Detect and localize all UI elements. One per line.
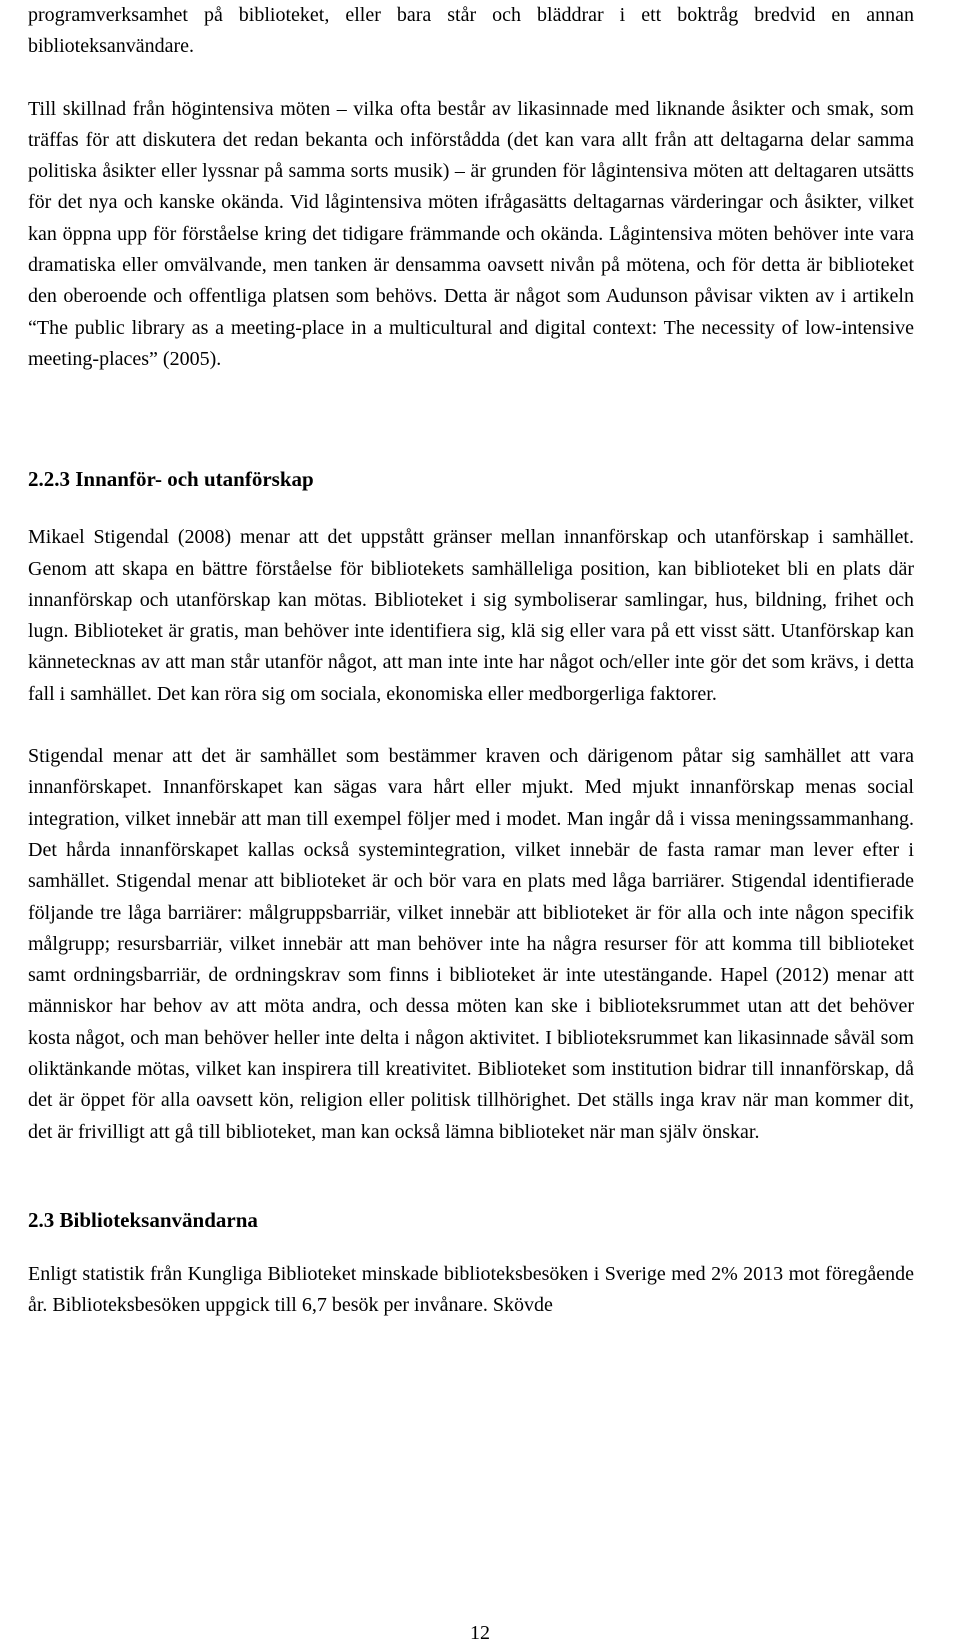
paragraph-library-statistics: Enligt statistik från Kungliga Biblioteket minskade biblioteksbesöken i Sverige med 2% 2013 mot föregående år. Biblioteksbesöken uppgick till 6,7 besök per invånare. Skövde <box>28 1262 914 1317</box>
spacer <box>28 375 914 464</box>
paragraph-intro-continued: programverksamhet på biblioteket, eller bara står och bläddrar i ett boktråg bredvid en annan biblioteksanvändare. <box>28 4 914 58</box>
paragraph-low-intensive-meetings: Till skillnad från högintensiva möten – vilka ofta består av likasinnade med liknande åsikter och smak, som träffas för att diskutera det redan bekanta och införstådda (det kan vara allt från att deltagarna delar samma politiska åsikter eller lyssnar på samma sorts musik) – är grunden för lågintensiva möten att deltagaren utsätts för det nya och kanske okända. Vid lågintensiva möten ifrågasätts deltagarnas värderingar och åsikter, vilket kan öppna upp för förståelse kring det tidigare främmande och okända. Lågintensiva möten behöver inte vara dramatiska eller omvälvande, men tanken är densamma oavsett nivån på mötena, och för detta är biblioteket den oberoende och offentliga platsen som behövs. Detta är något som Audunson påvisar vikten av i artikeln “The public library as a meeting-place in a multicultural and digital context: The necessity of low-intensive meeting-places” (2005). <box>28 97 914 370</box>
paragraph-stigendal-society: Stigendal menar att det är samhället som bestämmer kraven och därigenom påtar sig samhället att vara innanförskapet. Innanförskapet kan sägas vara hårt eller mjukt. Med mjukt innanförskap menas social integration, vilket innebär att man till exempel följer med i modet. Man ingår då i vissa meningssammanhang. Det hårda innanförskapet kallas också systemintegration, vilket innebär de fasta ramar man lever efter i samhället. Stigendal menar att biblioteket är och bör vara en plats med låga barriärer. Stigendal identifierade följande tre låga barriärer: målgruppsbarriär, vilket innebär att biblioteket är för alla och inte någon specifik målgrupp; resursbarriär, vilket innebär att man behöver inte ha några resurser för att komma till biblioteket samt ordningsbarriär, de ordningskrav som finns i biblioteket är inte utestängande. Hapel (2012) menar att människor har behov av att möta andra, och dessa möten kan ske i biblioteksrummet utan att det behöver kosta något, och man behöver heller inte delta i någon aktivitet. I biblioteksrummet kan likasinnade såväl som oliktänkande mötas, vilket kan inspirera till kreativitet. Biblioteket som institution bidrar till innanförskap, då det är öppet för alla oavsett kön, religion eller politisk tillhörighet. Det ställs inga krav när man kommer dit, det är frivilligt att gå till biblioteket, man kan också lämna biblioteket när man själv önskar. <box>28 745 914 1143</box>
spacer <box>28 1236 914 1259</box>
section-heading-2-2-3: 2.2.3 Innanför- och utanförskap <box>28 467 314 492</box>
paragraph-stigendal-borders: Mikael Stigendal (2008) menar att det uppstått gränser mellan innanförskap och utanförskap i samhället. Genom att skapa en bättre förståelse för bibliotekets samhälleliga position, kan biblioteket bli en plats där innanförskap och utanförskap kan mötas. Biblioteket i sig symboliserar samlingar, hus, bildning, frihet och lugn. Biblioteket är gratis, man behöver inte identifiera sig, klä sig eller vara på ett visst sätt. Utanförskap kan kännetecknas av att man står utanför något, att man inte inte har något och/eller inte gör det som krävs, i detta fall i samhället. Det kan röra sig om sociala, ekonomiska eller medborgerliga faktorer. <box>28 526 914 705</box>
spacer <box>28 495 914 522</box>
spacer <box>28 63 914 94</box>
document-page <box>28 0 914 1322</box>
spacer <box>28 710 914 741</box>
spacer <box>28 1148 914 1205</box>
section-heading-2-3: 2.3 Biblioteksanvändarna <box>28 1207 258 1232</box>
page-number: 12 <box>470 1622 490 1644</box>
